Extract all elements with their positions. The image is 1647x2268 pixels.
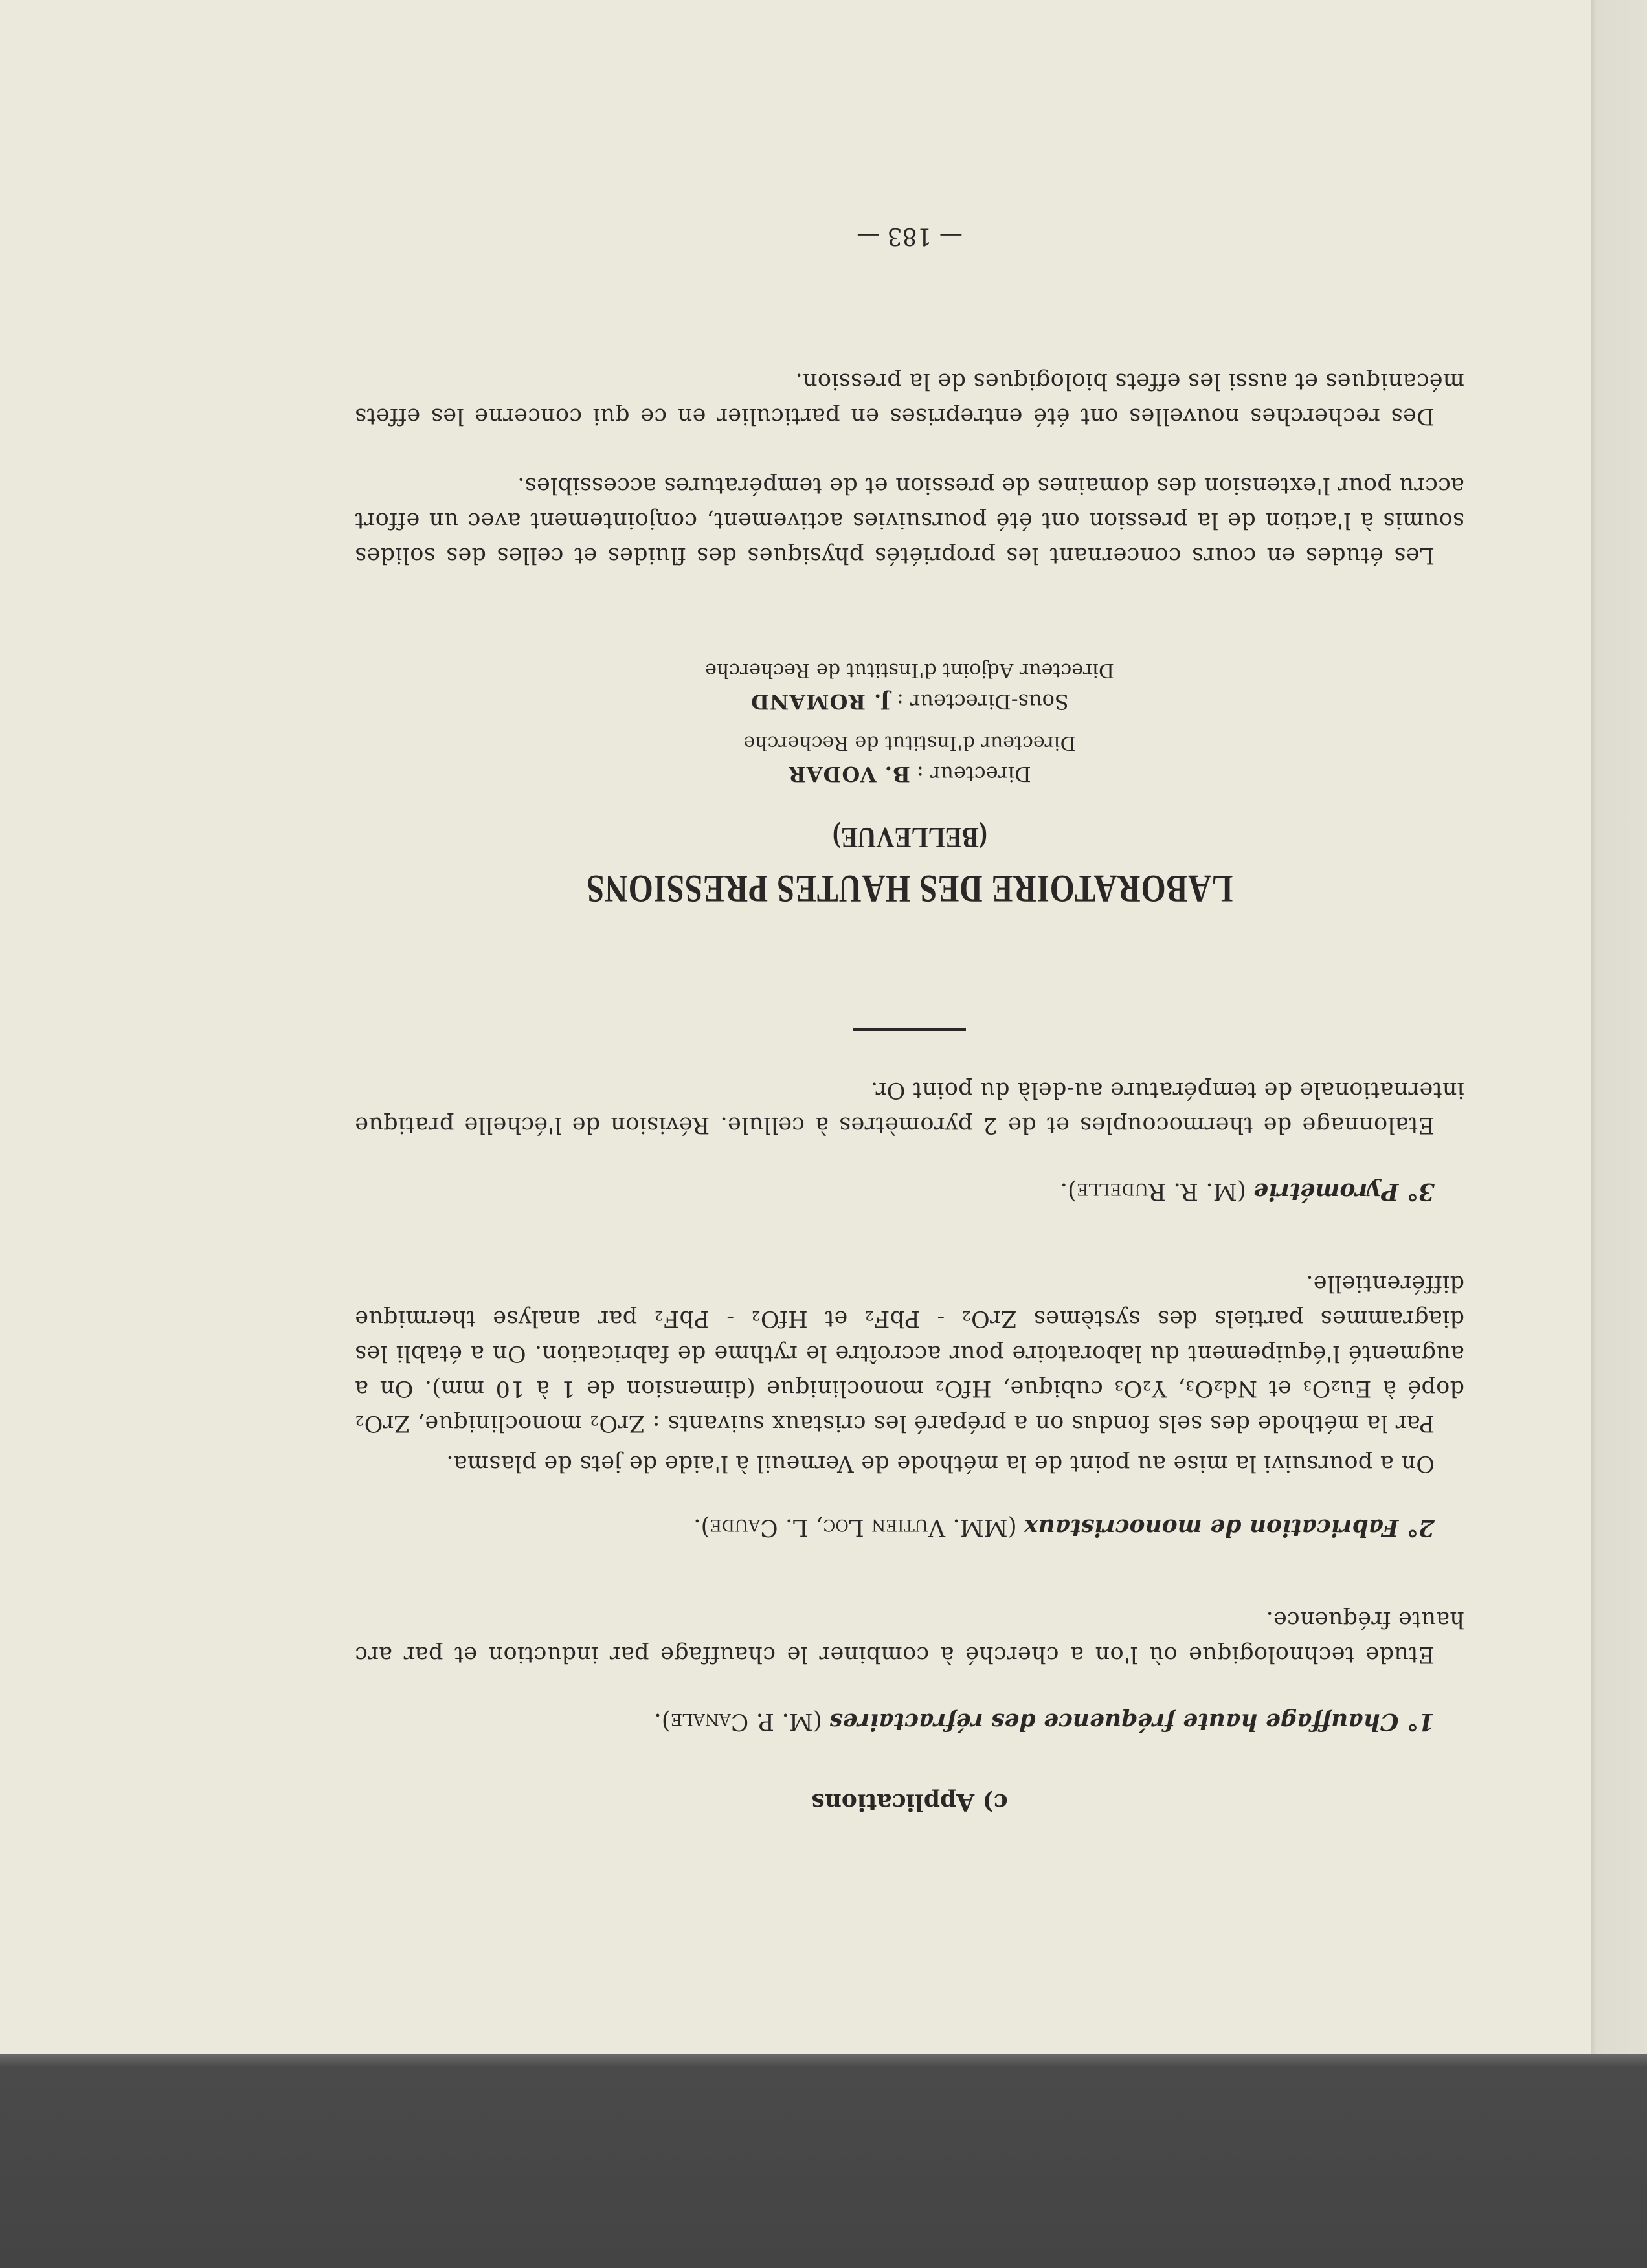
page-content-rotated (355, 217, 1464, 1816)
item-paragraph: Par la méthode des sels fondus on a préparé les cristaux suivants : ZrO₂ monoclinique, ZrO₂ dopé à Eu₂O₃ et Nd₂O₃, Y₂O₃ cubique, HfO₂ monoclinique (dimension de 1 à 10 mm). On a augmenté l'équipement du laboratoire pour accroître le rythme de fabrication. On a établi les diagrammes partiels des systèmes ZrO₂ - PbF₂ et HfO₂ - PbF₂ par analyse thermique différentielle. (355, 1271, 1464, 1436)
item-title: 1° Chauffage haute fréquence des réfractaires (829, 1708, 1435, 1735)
item-paragraph: Etalonnage de thermocouples et de 2 pyromètres à cellule. Révision de l'échelle pratique internationale de température au-delà du point Or. (355, 1077, 1464, 1138)
director-label: Directeur : (917, 762, 1031, 786)
lab-title: LABORATOIRE DES HAUTES PRESSIONS (586, 867, 1233, 910)
page-number: — 183 — (857, 223, 963, 249)
item-heading-1 (355, 1704, 1464, 1739)
item-authors: (M. P. Canale). (654, 1708, 822, 1735)
lab-location-row (355, 821, 1464, 855)
lab-paragraph: Des recherches nouvelles ont été entreprises en particulier en ce qui concerne les effets mécaniques et aussi les effets biologiques de la pression. (355, 368, 1464, 429)
item-heading-2 (355, 1509, 1464, 1545)
item-paragraph: Etude technologique où l'on a cherché à combiner le chauffage par induction et par arc haute fréquence. (355, 1606, 1464, 1667)
director-title: Directeur d'Institut de Recherche (743, 731, 1076, 754)
adjacent-page-edge (1591, 0, 1647, 2054)
lab-title-row (355, 866, 1464, 911)
item-paragraph: On a poursuivi la mise au point de la méthode de Verneuil à l'aide de jets de plasma. (446, 1451, 1435, 1476)
section-label: c) Applications (811, 1788, 1008, 1816)
director-name: B. VODAR (788, 762, 910, 786)
item-authors: (MM. Vutien Loc, L. Caude). (693, 1514, 1017, 1540)
item-title: 2° Fabrication de monocristaux (1024, 1514, 1435, 1541)
subdirector-title: Directeur Adjoint d'Institut de Recherche (705, 659, 1114, 682)
scanner-background (0, 2054, 1647, 2268)
subdirector-label: Sous-Directeur : (897, 689, 1069, 714)
section-divider (853, 1028, 966, 1031)
subdirector-line (355, 686, 1464, 717)
item-title: 3° Pyrométrie (1253, 1178, 1435, 1205)
lab-location: (BELLEVUE) (832, 821, 987, 854)
lab-paragraph: Les études en cours concernant les propriétés physiques des fluides et celles des solides soumis à l'action de la pression ont été poursuivies activement, conjointement avec un effort accru pour l'extension des domaines de pression et de températures accessibles. (355, 472, 1464, 568)
director-line (355, 759, 1464, 790)
subdirector-name: J. ROMAND (750, 689, 890, 714)
item-heading-3 (355, 1173, 1464, 1209)
item-authors: (M. R. Rudelle). (1060, 1178, 1246, 1205)
